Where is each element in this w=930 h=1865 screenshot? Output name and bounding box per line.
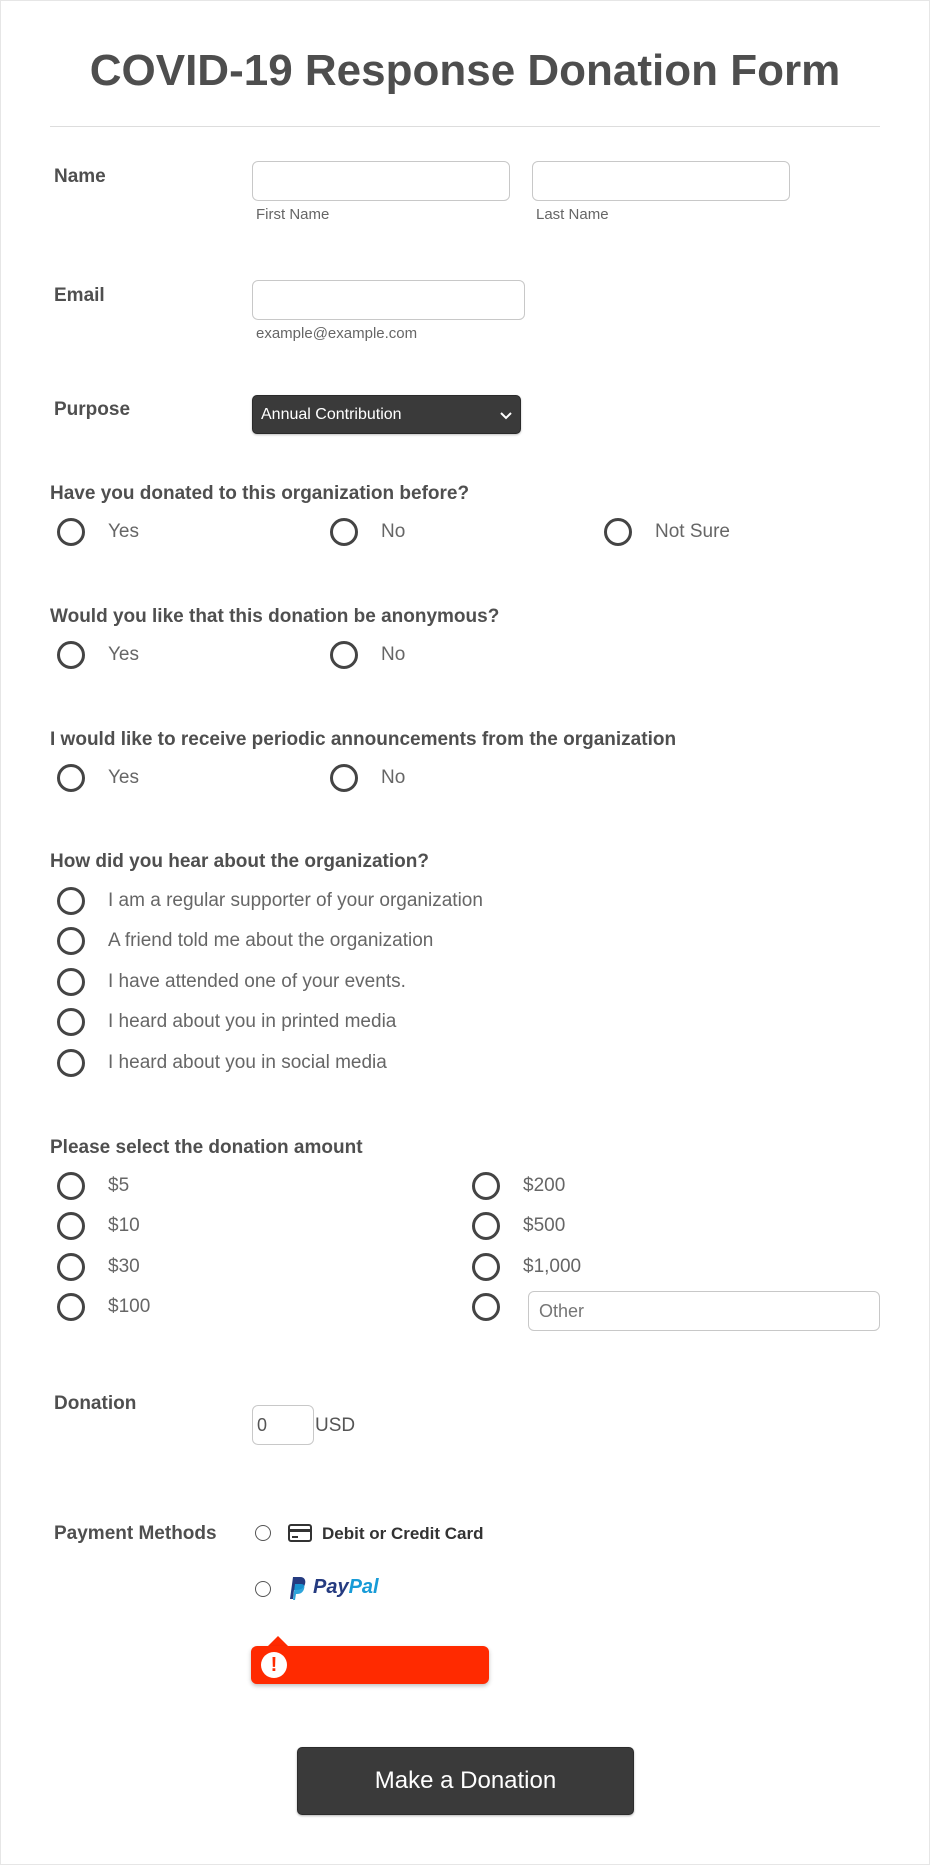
purpose-select[interactable]: [252, 395, 521, 434]
title-divider: [50, 126, 880, 127]
amount-option-radio[interactable]: [472, 1253, 500, 1281]
paypal-wordmark-pay: Pay: [313, 1576, 349, 1598]
card-payment-radio[interactable]: [255, 1525, 271, 1541]
anonymous-yes-label: Yes: [108, 644, 139, 665]
email-label: Email: [54, 285, 105, 306]
amount-option-label: $100: [108, 1296, 151, 1317]
anonymous-no-label: No: [381, 644, 406, 665]
heard-about-option-label: I heard about you in social media: [108, 1052, 387, 1073]
heard-about-option-label: I have attended one of your events.: [108, 971, 406, 992]
anonymous-no-radio[interactable]: [330, 641, 358, 669]
last-name-input[interactable]: [532, 161, 790, 201]
announcements-no-radio[interactable]: [330, 764, 358, 792]
donated-before-no-radio[interactable]: [330, 518, 358, 546]
payment-methods-label: Payment Methods: [54, 1523, 217, 1544]
heard-about-option-radio[interactable]: [57, 1049, 85, 1077]
amount-option-radio[interactable]: [57, 1253, 85, 1281]
amount-option-label: $1,000: [523, 1256, 582, 1277]
paypal-wordmark-pal: Pal: [348, 1576, 379, 1598]
amount-other-radio[interactable]: [472, 1293, 500, 1321]
heard-about-option-label: I heard about you in printed media: [108, 1011, 397, 1032]
donated-before-yes-radio[interactable]: [57, 518, 85, 546]
error-message-bar: [251, 1646, 489, 1684]
donated-before-notsure-label: Not Sure: [655, 521, 730, 542]
amount-question: Please select the donation amount: [50, 1137, 363, 1158]
amount-option-label: $200: [523, 1175, 566, 1196]
first-name-sublabel: First Name: [256, 206, 330, 223]
anonymous-question: Would you like that this donation be anonymous?: [50, 606, 500, 627]
amount-option-radio[interactable]: [57, 1172, 85, 1200]
email-input[interactable]: [252, 280, 525, 320]
donated-before-no-label: No: [381, 521, 406, 542]
error-icon: !: [261, 1652, 287, 1678]
donation-label: Donation: [54, 1393, 137, 1414]
error-tooltip-arrow: [268, 1636, 288, 1646]
purpose-label: Purpose: [54, 399, 131, 420]
announcements-yes-label: Yes: [108, 767, 139, 788]
donated-before-notsure-radio[interactable]: [604, 518, 632, 546]
donation-currency: USD: [315, 1415, 356, 1436]
amount-option-label: $10: [108, 1215, 140, 1236]
donated-before-question: Have you donated to this organization before?: [50, 483, 470, 504]
paypal-logo-icon: [285, 1575, 307, 1606]
donation-amount-input[interactable]: [252, 1405, 314, 1445]
credit-card-icon: [288, 1524, 312, 1547]
donated-before-yes-label: Yes: [108, 521, 139, 542]
last-name-sublabel: Last Name: [536, 206, 609, 223]
heard-about-option-label: I am a regular supporter of your organization: [108, 890, 483, 911]
heard-about-option-radio[interactable]: [57, 927, 85, 955]
announcements-question: I would like to receive periodic announcements from the organization: [50, 729, 677, 750]
heard-about-option-radio[interactable]: [57, 1008, 85, 1036]
first-name-input[interactable]: [252, 161, 510, 201]
announcements-yes-radio[interactable]: [57, 764, 85, 792]
paypal-payment-radio[interactable]: [255, 1581, 271, 1597]
amount-option-label: $30: [108, 1256, 140, 1277]
card-payment-label: Debit or Credit Card: [322, 1524, 484, 1543]
amount-option-label: $5: [108, 1175, 130, 1196]
amount-option-radio[interactable]: [57, 1212, 85, 1240]
amount-option-radio[interactable]: [472, 1212, 500, 1240]
email-sublabel: example@example.com: [256, 325, 418, 342]
announcements-no-label: No: [381, 767, 406, 788]
amount-option-label: $500: [523, 1215, 566, 1236]
amount-option-radio[interactable]: [472, 1172, 500, 1200]
paypal-wordmark: [313, 1576, 379, 1599]
heard-about-option-label: A friend told me about the organization: [108, 930, 434, 951]
page-title: COVID-19 Response Donation Form: [89, 46, 841, 95]
name-label: Name: [54, 166, 106, 187]
chevron-down-icon: [500, 408, 512, 422]
heard-about-question: How did you hear about the organization?: [50, 851, 429, 872]
amount-other-input[interactable]: [528, 1291, 880, 1331]
make-donation-button[interactable]: Make a Donation: [297, 1747, 634, 1815]
heard-about-option-radio[interactable]: [57, 968, 85, 996]
heard-about-option-radio[interactable]: [57, 887, 85, 915]
anonymous-yes-radio[interactable]: [57, 641, 85, 669]
amount-option-radio[interactable]: [57, 1293, 85, 1321]
purpose-selected-value: Annual Contribution: [261, 405, 402, 423]
